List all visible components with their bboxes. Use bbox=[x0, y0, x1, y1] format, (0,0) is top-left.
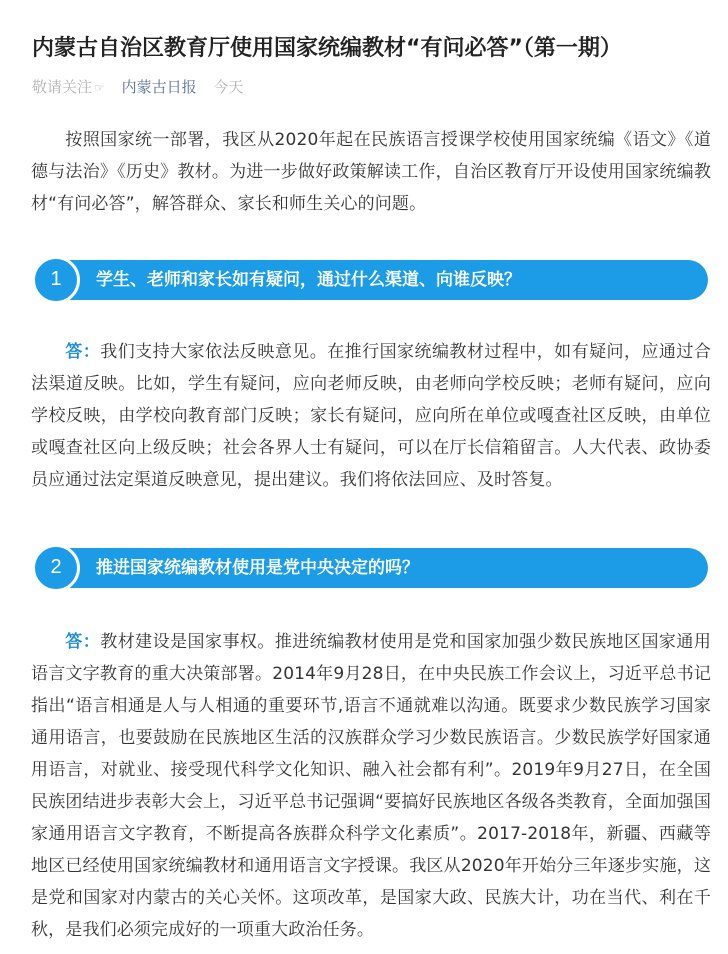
intro-paragraph bbox=[31, 124, 711, 220]
question-banner-1 bbox=[32, 260, 708, 300]
question-number: 2 bbox=[50, 556, 62, 578]
publish-time: 今天 bbox=[213, 78, 244, 96]
source-account-link[interactable]: 内蒙古日报 bbox=[121, 78, 197, 96]
question-number: 1 bbox=[50, 268, 62, 290]
question-text: 推进国家统编教材使用是党中央决定的吗？ bbox=[96, 558, 419, 578]
question-text: 学生、老师和家长如有疑问，通过什么渠道、向谁反映？ bbox=[96, 270, 521, 290]
answer-paragraph-2 bbox=[31, 626, 711, 946]
follow-link[interactable]: 敬请关注 bbox=[32, 78, 93, 96]
pointing-hand-icon: ☞ bbox=[94, 81, 105, 95]
article-title: 内蒙古自治区教育厅使用国家统编教材“有问必答”（第一期） bbox=[32, 36, 622, 61]
answer-paragraph-1 bbox=[31, 336, 711, 496]
answer-label: 答： bbox=[65, 632, 101, 652]
answer-label: 答： bbox=[65, 342, 101, 362]
answer-text: 我们支持大家依法反映意见。在推行国家统编教材过程中，如有疑问，应通过合法渠道反映。比如，学生有疑问，应向老师反映，由老师向学校反映；老师有疑问，应向学校反映，由学校向教育部门反映；家长有疑问，应向所在单位或嘎查社区反映，由单位或嘎查社区向上级反映；社会各界人士有疑问，可以在厅长信箱留言。人大代表、政协委员应通过法定渠道反映意见，提出建议。我们将依法回应、及时答复。 bbox=[31, 342, 711, 490]
intro-text: 按照国家统一部署，我区从2020年起在民族语言授课学校使用国家统编《语文》《道德与法治》《历史》教材。为进一步做好政策解读工作，自治区教育厅开设使用国家统编教材“有问必答”，解答群众、家长和师生关心的问题。 bbox=[31, 130, 711, 214]
answer-text: 教材建设是国家事权。推进统编教材使用是党和国家加强少数民族地区国家通用语言文字教育的重大决策部署。2014年9月28日，在中央民族工作会议上，习近平总书记指出“语言相通是人与人相通的重要环节,语言不通就难以沟通。既要求少数民族学习国家通用语言，也要鼓励在民族地区生活的汉族群众学习少数民族语言。少数民族学好国家通用语言，对就业、接受现代科学文化知识、融入社会都有利”。2019年9月27日，在全国民族团结进步表彰大会上，习近平总书记强调“要搞好民族地区各级各类教育，全面加强国家通用语言文字教育，不断提高各族群众科学文化素质”。2017-2018年，新疆、西藏等地区已经使用国家统编教材和通用语言文字授课。我区从2020年开始分三年逐步实施，这是党和国家对内蒙古的关心关怀。这项改革，是国家大政、民族大计，功在当代、利在千秋，是我们必须完成好的一项重大政治任务。 bbox=[31, 632, 711, 940]
article-meta bbox=[32, 76, 243, 99]
question-banner-2 bbox=[32, 548, 708, 588]
